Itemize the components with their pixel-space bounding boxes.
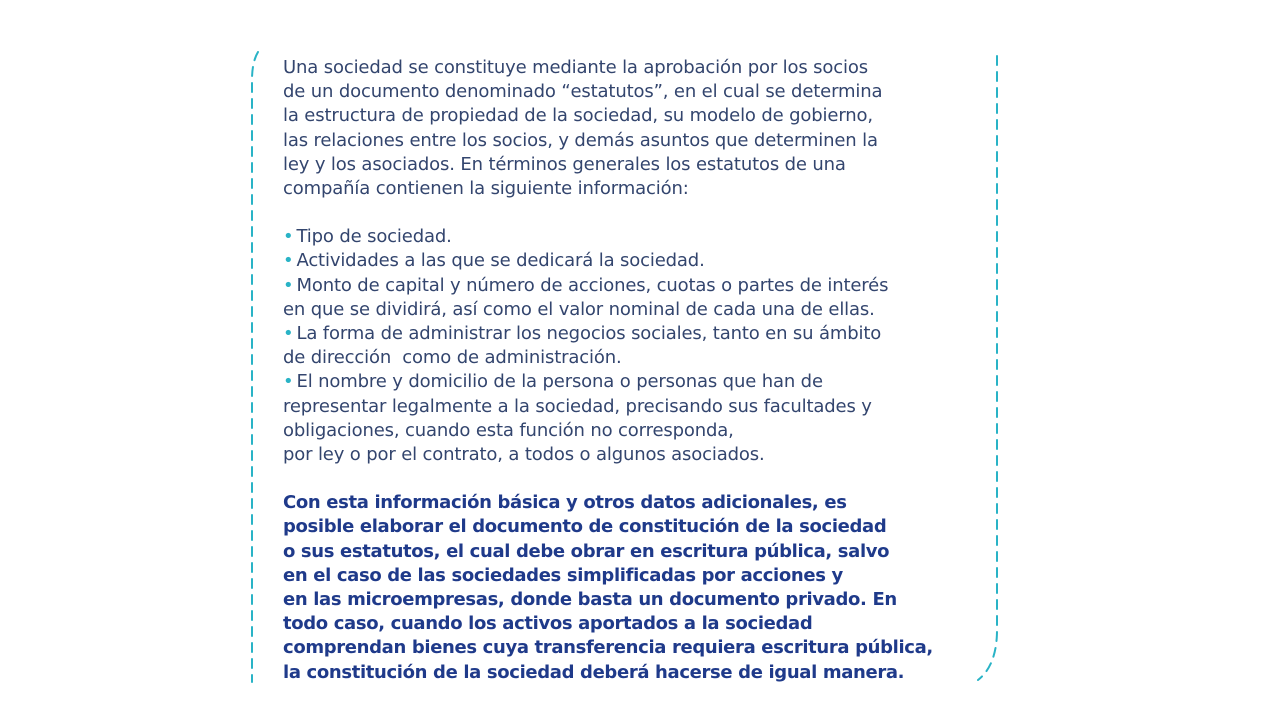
intro-line: de un documento denominado “estatutos”, en el cual se determina	[283, 81, 883, 103]
intro-paragraph	[283, 56, 983, 201]
bullet-text: La forma de administrar los negocios sociales, tanto en su ámbito	[296, 323, 882, 345]
closing-line: Con esta información básica y otros datos adicionales, es	[283, 492, 847, 514]
bullet-text: El nombre y domicilio de la persona o personas que han de	[296, 371, 823, 393]
intro-line: Una sociedad se constituye mediante la aprobación por los socios	[283, 57, 868, 78]
bullet-line	[283, 322, 983, 346]
bullet-line	[283, 225, 983, 249]
bullet-text: Monto de capital y número de acciones, cuotas o partes de interés	[296, 274, 889, 296]
closing-line: o sus estatutos, el cual debe obrar en escritura pública, salvo	[283, 540, 890, 562]
intro-line: compañía contienen la siguiente información:	[283, 178, 689, 200]
bullet-item	[283, 322, 983, 370]
bullet-line	[283, 249, 983, 273]
bullet-dot-icon: •	[283, 250, 294, 272]
bullet-item	[283, 274, 983, 322]
intro-line: la estructura de propiedad de la sociedad, su modelo de gobierno,	[283, 105, 873, 127]
bullet-list	[283, 225, 983, 467]
bullet-continuation-line: de dirección como de administración.	[283, 347, 622, 369]
bullet-item	[283, 249, 983, 273]
bullet-dot-icon: •	[283, 274, 294, 296]
bullet-text: Actividades a las que se dedicará la sociedad.	[296, 250, 705, 272]
bullet-continuation-line: representar legalmente a la sociedad, precisando sus facultades y	[283, 395, 872, 417]
closing-line: en las microempresas, donde basta un documento privado. En	[283, 589, 897, 611]
closing-line: todo caso, cuando los activos aportados a la sociedad	[283, 613, 813, 635]
closing-line: la constitución de la sociedad deberá hacerse de igual manera.	[283, 661, 905, 683]
bullet-continuation-line: en que se dividirá, así como el valor nominal de cada una de ellas.	[283, 298, 875, 320]
bullet-item	[283, 370, 983, 467]
bullet-dot-icon: •	[283, 226, 294, 248]
bullet-dot-icon: •	[283, 371, 294, 393]
bullet-continuation-line: obligaciones, cuando esta función no corresponda,	[283, 419, 734, 441]
paragraph-spacer	[283, 467, 983, 491]
closing-line: posible elaborar el documento de constitución de la sociedad	[283, 516, 887, 538]
bullet-item	[283, 225, 983, 249]
bullet-text: Tipo de sociedad.	[296, 226, 452, 248]
frame-left-border	[252, 52, 258, 682]
bullet-continuation-line: por ley o por el contrato, a todos o algunos asociados.	[283, 444, 765, 466]
intro-line: ley y los asociados. En términos generales los estatutos de una	[283, 153, 846, 175]
bullet-line	[283, 274, 983, 298]
bullet-line	[283, 370, 983, 394]
document-body	[283, 56, 983, 685]
bullet-dot-icon: •	[283, 323, 294, 345]
paragraph-spacer	[283, 201, 983, 225]
closing-paragraph	[283, 491, 983, 685]
closing-line: en el caso de las sociedades simplificadas por acciones y	[283, 564, 843, 586]
intro-line: las relaciones entre los socios, y demás asuntos que determinen la	[283, 129, 878, 151]
closing-line: comprendan bienes cuya transferencia requiera escritura pública,	[283, 637, 933, 659]
